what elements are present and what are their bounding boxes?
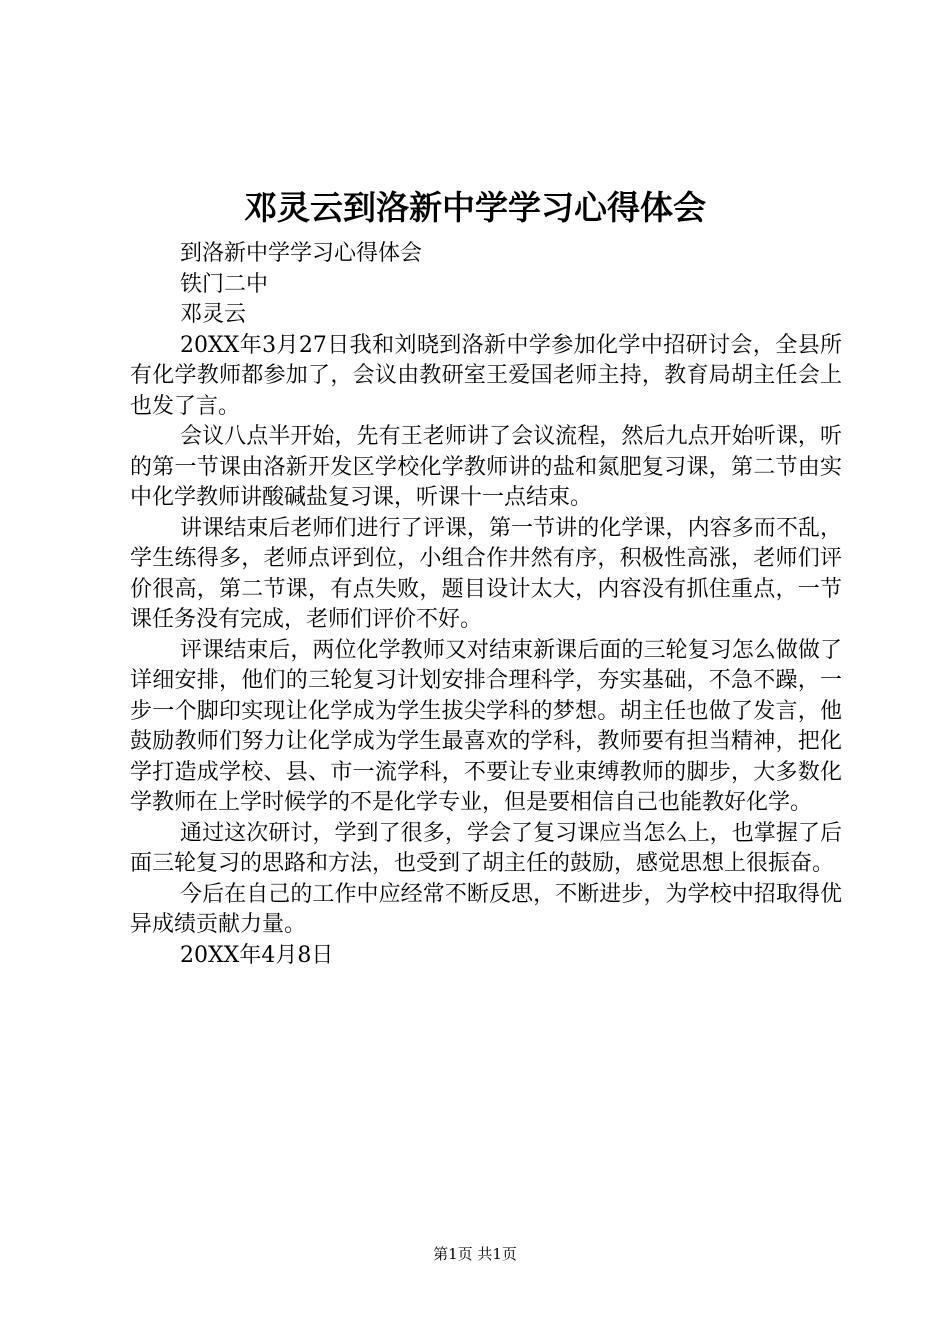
paragraph: 讲课结束后老师们进行了评课，第一节讲的化学课，内容多而不乱，学生练得多，老师点评到位，小组合作井然有序，积极性高涨，老师们评价很高，第二节课，有点失败，题目设计太大，内容没有抓住重点，一节课任务没有完成，老师们评价不好。 <box>130 515 842 632</box>
paragraph: 评课结束后，两位化学教师又对结束新课后面的三轮复习怎么做做了详细安排，他们的三轮复习计划安排合理科学，夯实基础，不急不躁，一步一个脚印实现让化学成为学生拔尖学科的梦想。胡主任也做了发言，他鼓励教师们努力让化学成为学生最喜欢的学科，教师要有担当精神，把化学打造成学校、县、市一流学科，不要让专业束缚教师的脚步，大多数化学教师在上学时候学的不是化学专业，但是要相信自己也能教好化学。 <box>130 637 842 815</box>
document-body <box>130 239 842 971</box>
document-title: 邓灵云到洛新中学学习心得体会 <box>244 188 706 227</box>
paragraph: 20XX年3月27日我和刘晓到洛新中学参加化学中招研讨会，全县所有化学教师都参加了，会议由教研室王爱国老师主持，教育局胡主任会上也发了言。 <box>130 332 842 419</box>
paragraph-date: 20XX年4月8日 <box>180 942 334 968</box>
page-number-footer: 第1页 共1页 <box>433 1245 517 1263</box>
paragraph: 今后在自己的工作中应经常不断反思，不断进步，为学校中招取得优异成绩贡献力量。 <box>130 881 842 937</box>
paragraph-subtitle: 到洛新中学学习心得体会 <box>180 241 423 266</box>
paragraph: 通过这次研讨，学到了很多，学会了复习课应当怎么上，也掌握了后面三轮复习的思路和方法，也受到了胡主任的鼓励，感觉思想上很振奋。 <box>130 820 842 876</box>
paragraph-school: 铁门二中 <box>180 271 269 297</box>
paragraph-author: 邓灵云 <box>180 302 247 327</box>
paragraph: 会议八点半开始，先有王老师讲了会议流程，然后九点开始听课，听的第一节课由洛新开发区学校化学教师讲的盐和氮肥复习课，第二节由实中化学教师讲酸碱盐复习课，听课十一点结束。 <box>130 424 842 510</box>
